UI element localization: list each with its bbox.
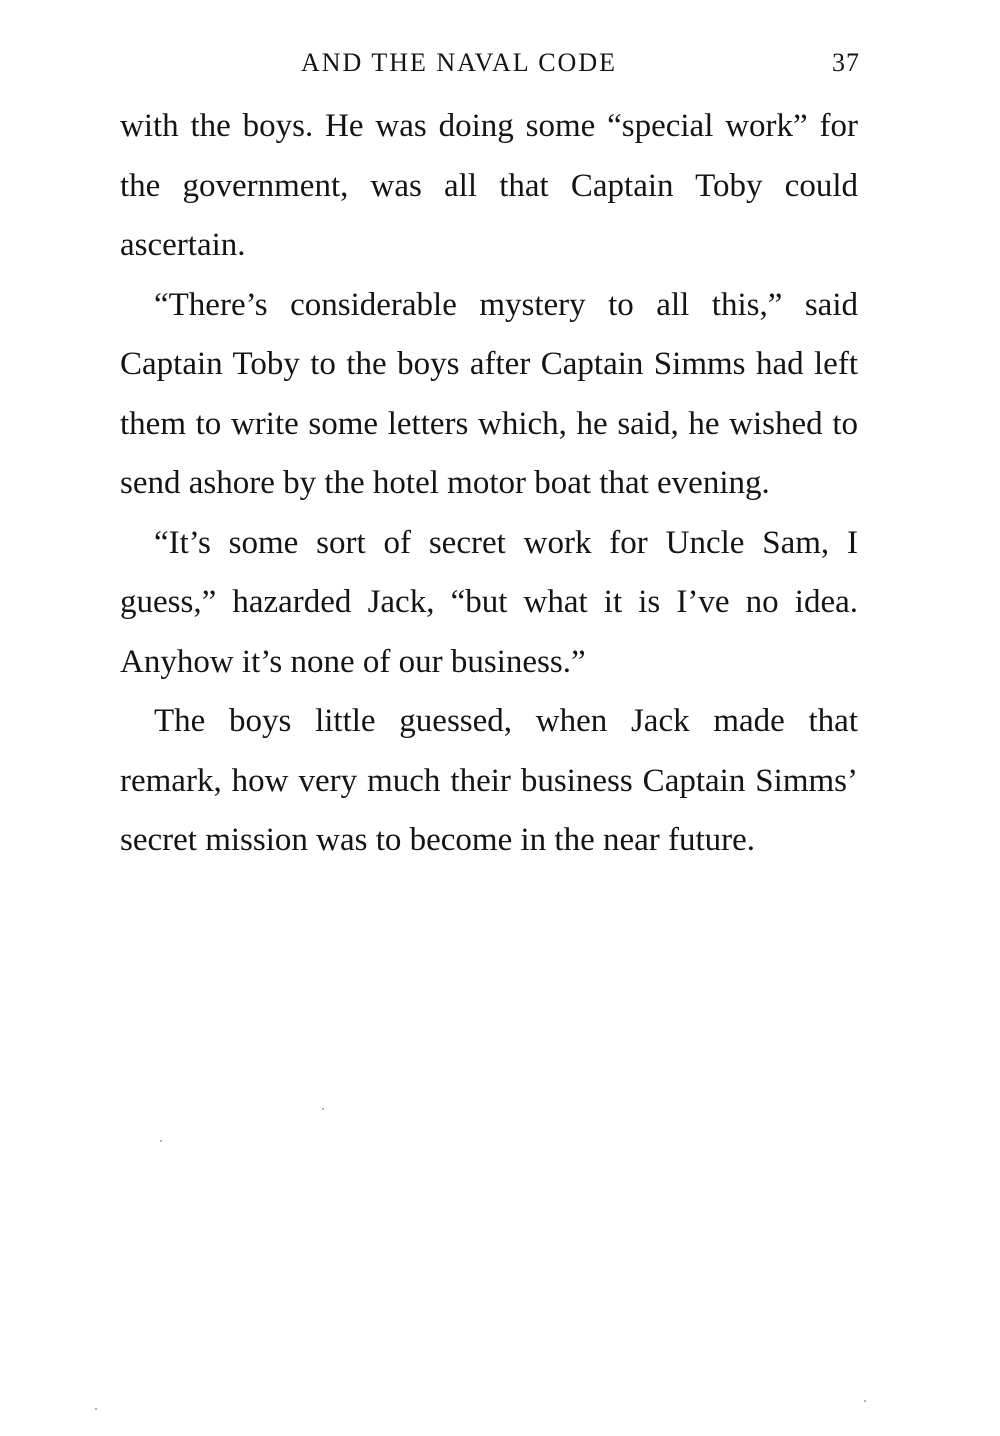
paragraph-jack: “It’s some sort of secret work for Uncle Sam, I guess,” hazarded Jack, “but what it is I’ve no idea. Anyhow it’s none of our business.” bbox=[120, 524, 858, 680]
paragraph-continuation: with the boys. He was doing some “special work” for the government, was all that Captain Toby could ascertain. bbox=[120, 108, 858, 263]
paragraph-captain-toby: “There’s considerable mystery to all this,” said Captain Toby to the boys after Captain Simms had left them to write some letters which, he said, he wished to send ashore by the hotel motor boat that evening. bbox=[120, 286, 858, 501]
paper-speck bbox=[864, 1400, 866, 1402]
paper-speck bbox=[95, 1408, 97, 1410]
body-text bbox=[120, 97, 858, 871]
page-number: 37 bbox=[832, 48, 860, 77]
paper-speck bbox=[322, 1108, 324, 1110]
running-title: AND THE NAVAL CODE bbox=[301, 48, 617, 77]
paper-speck bbox=[160, 1140, 162, 1142]
paragraph-closing: The boys little guessed, when Jack made that remark, how very much their business Captain Simms’ secret mission was to become in the near future. bbox=[120, 703, 858, 858]
running-head bbox=[120, 48, 860, 82]
